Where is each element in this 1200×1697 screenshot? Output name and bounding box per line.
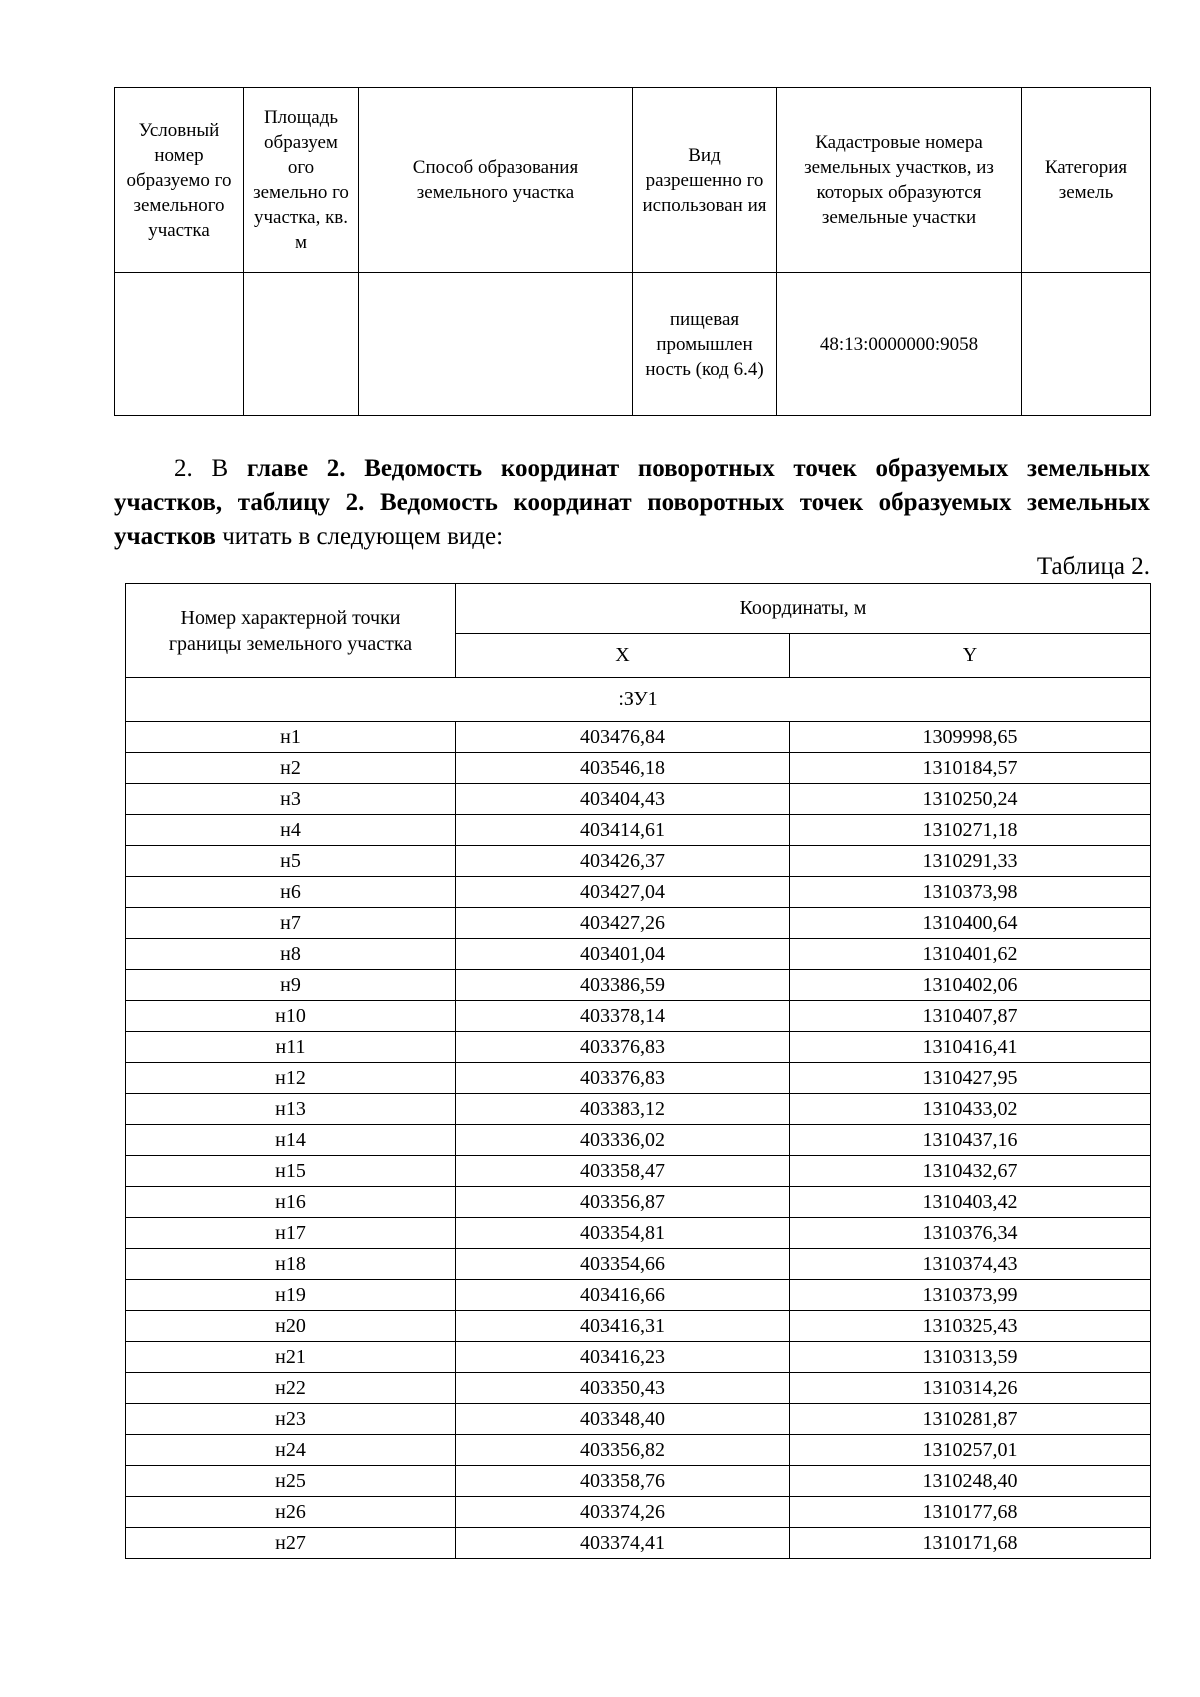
y-coordinate: 1310271,18 — [790, 815, 1151, 846]
point-number: н11 — [126, 1032, 456, 1063]
table-row — [126, 1187, 1151, 1218]
point-number: н19 — [126, 1280, 456, 1311]
point-number: н5 — [126, 846, 456, 877]
x-coordinate: 403416,31 — [456, 1311, 790, 1342]
point-number: н23 — [126, 1404, 456, 1435]
x-coordinate: 403354,66 — [456, 1249, 790, 1280]
header-plot-number: Условный номер образуемо го земельного участка — [115, 88, 244, 273]
table-row — [126, 753, 1151, 784]
header-land-category: Категория земель — [1022, 88, 1151, 273]
header-permitted-use: Вид разрешенно го использован ия — [633, 88, 777, 273]
table-row — [126, 1032, 1151, 1063]
point-number: н15 — [126, 1156, 456, 1187]
table-row — [126, 1342, 1151, 1373]
point-number: н20 — [126, 1311, 456, 1342]
x-coordinate: 403427,04 — [456, 877, 790, 908]
paragraph-suffix: читать в следующем виде: — [215, 523, 504, 550]
x-coordinate: 403404,43 — [456, 784, 790, 815]
x-coordinate: 403374,41 — [456, 1528, 790, 1559]
y-coordinate: 1310374,43 — [790, 1249, 1151, 1280]
cell-formation-method — [359, 273, 633, 416]
header-x: X — [456, 634, 790, 678]
x-coordinate: 403476,84 — [456, 722, 790, 753]
y-coordinate: 1310313,59 — [790, 1342, 1151, 1373]
table-row — [126, 908, 1151, 939]
y-coordinate: 1310281,87 — [790, 1404, 1151, 1435]
cell-permitted-use: пищевая промышлен ность (код 6.4) — [633, 273, 777, 416]
table-row — [126, 1497, 1151, 1528]
y-coordinate: 1310248,40 — [790, 1466, 1151, 1497]
x-coordinate: 403374,26 — [456, 1497, 790, 1528]
y-coordinate: 1309998,65 — [790, 722, 1151, 753]
table-row — [126, 1249, 1151, 1280]
point-number: н6 — [126, 877, 456, 908]
header-formation-method: Способ образования земельного участка — [359, 88, 633, 273]
point-number: н9 — [126, 970, 456, 1001]
y-coordinate: 1310177,68 — [790, 1497, 1151, 1528]
table-row — [126, 939, 1151, 970]
table-row — [126, 1528, 1151, 1559]
header-coordinates: Координаты, м — [456, 584, 1151, 634]
x-coordinate: 403427,26 — [456, 908, 790, 939]
point-number: н21 — [126, 1342, 456, 1373]
x-coordinate: 403350,43 — [456, 1373, 790, 1404]
paragraph-bold-reference: главе 2. Ведомость координат поворотных точек образуемых земельных участков, таблицу 2. Ведомость координат поворотных точек образуемых земельных участков — [114, 455, 1150, 550]
x-coordinate: 403401,04 — [456, 939, 790, 970]
land-plot-table-header — [115, 88, 1151, 273]
table-row — [126, 1218, 1151, 1249]
zone-label: :ЗУ1 — [126, 678, 1151, 722]
y-coordinate: 1310432,67 — [790, 1156, 1151, 1187]
x-coordinate: 403358,47 — [456, 1156, 790, 1187]
header-cadastral-numbers: Кадастровые номера земельных участков, из которых образуются земельные участки — [777, 88, 1022, 273]
cell-land-category — [1022, 273, 1151, 416]
point-number: н26 — [126, 1497, 456, 1528]
point-number: н17 — [126, 1218, 456, 1249]
table-row — [126, 1280, 1151, 1311]
table-row — [126, 722, 1151, 753]
y-coordinate: 1310184,57 — [790, 753, 1151, 784]
point-number: н13 — [126, 1094, 456, 1125]
x-coordinate: 403546,18 — [456, 753, 790, 784]
coordinates-table — [125, 583, 1151, 1559]
land-plot-table — [114, 87, 1151, 416]
y-coordinate: 1310401,62 — [790, 939, 1151, 970]
table-row — [126, 1435, 1151, 1466]
x-coordinate: 403376,83 — [456, 1063, 790, 1094]
table-row — [126, 877, 1151, 908]
point-number: н22 — [126, 1373, 456, 1404]
table-row — [126, 1063, 1151, 1094]
table-row — [126, 1001, 1151, 1032]
y-coordinate: 1310171,68 — [790, 1528, 1151, 1559]
coordinates-header-row — [126, 584, 1151, 634]
point-number: н24 — [126, 1435, 456, 1466]
x-coordinate: 403386,59 — [456, 970, 790, 1001]
point-number: н7 — [126, 908, 456, 939]
table-row — [126, 815, 1151, 846]
table-row — [126, 784, 1151, 815]
x-coordinate: 403426,37 — [456, 846, 790, 877]
x-coordinate: 403336,02 — [456, 1125, 790, 1156]
point-number: н27 — [126, 1528, 456, 1559]
table-row — [126, 1466, 1151, 1497]
table-row — [126, 1094, 1151, 1125]
table-caption: Таблица 2. — [1036, 553, 1150, 580]
table-row — [115, 273, 1151, 416]
x-coordinate: 403348,40 — [456, 1404, 790, 1435]
x-coordinate: 403416,66 — [456, 1280, 790, 1311]
x-coordinate: 403356,87 — [456, 1187, 790, 1218]
x-coordinate: 403376,83 — [456, 1032, 790, 1063]
y-coordinate: 1310325,43 — [790, 1311, 1151, 1342]
y-coordinate: 1310416,41 — [790, 1032, 1151, 1063]
y-coordinate: 1310400,64 — [790, 908, 1151, 939]
amendment-paragraph — [114, 452, 1150, 554]
y-coordinate: 1310402,06 — [790, 970, 1151, 1001]
point-number: н18 — [126, 1249, 456, 1280]
y-coordinate: 1310427,95 — [790, 1063, 1151, 1094]
x-coordinate: 403378,14 — [456, 1001, 790, 1032]
point-number: н4 — [126, 815, 456, 846]
x-coordinate: 403356,82 — [456, 1435, 790, 1466]
x-coordinate: 403416,23 — [456, 1342, 790, 1373]
y-coordinate: 1310437,16 — [790, 1125, 1151, 1156]
y-coordinate: 1310376,34 — [790, 1218, 1151, 1249]
point-number: н10 — [126, 1001, 456, 1032]
y-coordinate: 1310291,33 — [790, 846, 1151, 877]
cell-area — [244, 273, 359, 416]
y-coordinate: 1310373,98 — [790, 877, 1151, 908]
table-row — [126, 1125, 1151, 1156]
y-coordinate: 1310250,24 — [790, 784, 1151, 815]
x-coordinate: 403354,81 — [456, 1218, 790, 1249]
table-row — [126, 970, 1151, 1001]
table-row — [126, 1156, 1151, 1187]
cell-cadastral-number: 48:13:0000000:9058 — [777, 273, 1022, 416]
x-coordinate: 403414,61 — [456, 815, 790, 846]
table-row — [126, 1373, 1151, 1404]
y-coordinate: 1310257,01 — [790, 1435, 1151, 1466]
point-number: н3 — [126, 784, 456, 815]
x-coordinate: 403383,12 — [456, 1094, 790, 1125]
zone-row — [126, 678, 1151, 722]
point-number: н16 — [126, 1187, 456, 1218]
point-number: н1 — [126, 722, 456, 753]
table-row — [126, 1311, 1151, 1342]
table-row — [126, 846, 1151, 877]
y-coordinate: 1310433,02 — [790, 1094, 1151, 1125]
paragraph-prefix: 2. В — [174, 455, 247, 482]
y-coordinate: 1310403,42 — [790, 1187, 1151, 1218]
x-coordinate: 403358,76 — [456, 1466, 790, 1497]
point-number: н12 — [126, 1063, 456, 1094]
y-coordinate: 1310373,99 — [790, 1280, 1151, 1311]
point-number: н8 — [126, 939, 456, 970]
header-point-number: Номер характерной точки границы земельного участка — [126, 584, 456, 678]
y-coordinate: 1310407,87 — [790, 1001, 1151, 1032]
header-area: Площадь образуем ого земельно го участка, кв. м — [244, 88, 359, 273]
table-row — [126, 1404, 1151, 1435]
cell-plot-number — [115, 273, 244, 416]
point-number: н2 — [126, 753, 456, 784]
point-number: н14 — [126, 1125, 456, 1156]
header-y: Y — [790, 634, 1151, 678]
point-number: н25 — [126, 1466, 456, 1497]
y-coordinate: 1310314,26 — [790, 1373, 1151, 1404]
